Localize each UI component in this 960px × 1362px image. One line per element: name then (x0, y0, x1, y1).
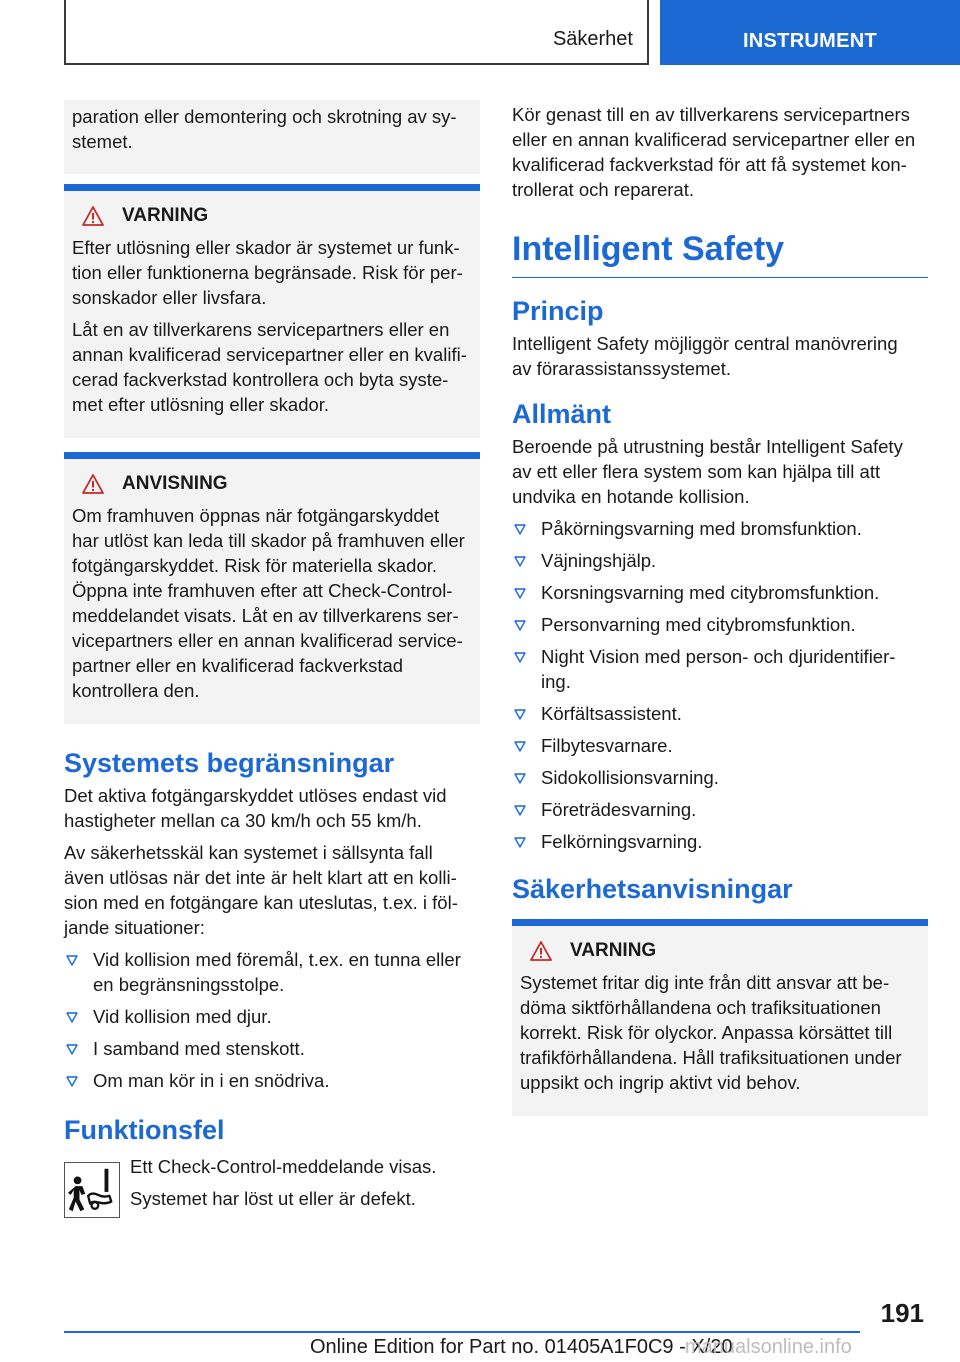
continued-box (64, 100, 480, 174)
continued-text: paration eller demontering och skrotning av sy- stemet. (72, 106, 457, 152)
triangle-bullet-icon (66, 955, 78, 966)
warning-triangle-icon (82, 206, 104, 226)
limits-list (64, 947, 480, 1093)
left-column (64, 100, 480, 1218)
triangle-bullet-icon (514, 652, 526, 663)
triangle-bullet-icon (514, 837, 526, 848)
limits-heading: Systemets begränsningar (64, 748, 395, 778)
footer-watermark: manualsonline.info (685, 1336, 852, 1358)
limits-text-2: Av säkerhetsskäl kan systemet i sällsynta fall även utlösas när det inte är helt klart att en kolli- sion med en fotgängare kan uteslutas, t.ex. i föl- jande situationer: (64, 842, 458, 938)
list-item: Vid kollision med djur. (64, 1004, 480, 1029)
list-item: Vid kollision med föremål, t.ex. en tunna eller en begränsningsstolpe. (64, 947, 480, 997)
general-heading: Allmänt (512, 399, 612, 429)
notice-text: Om framhuven öppnas när fotgängarskyddet har utlöst kan leda till skador på framhuven eller fotgängarskyddet. Risk för materiella skador. Öppna inte framhuven efter att Check-Control- meddelandet visats. Låt en av tillverkarens ser- vicepartners eller en annan kvalificerad service- partner eller en kvalificerad fackverkstad kontrollera den. (72, 505, 465, 701)
notice-title: ANVISNING (72, 469, 472, 499)
fault-text (130, 1154, 436, 1218)
warning-text-2: Låt en av tillverkarens servicepartners eller en annan kvalificerad servicepartner eller en kvalifi- cerad fackverkstad kontrollera och byta syste- met efter utlösning eller skador. (72, 319, 467, 415)
principle-text: Intelligent Safety möjliggör central manövrering av förarassistanssystemet. (512, 333, 898, 379)
triangle-bullet-icon (514, 524, 526, 535)
triangle-bullet-icon (514, 773, 526, 784)
fault-line-2: Systemet har löst ut eller är defekt. (130, 1188, 416, 1209)
triangle-bullet-icon (66, 1044, 78, 1055)
right-column (512, 100, 928, 1116)
header-section-title: Säkerhet (552, 28, 633, 50)
notice-box (64, 452, 480, 724)
footer-edition: Online Edition for Part no. 01405A1F0C9 - X/20 (310, 1336, 733, 1358)
warning-title-right: VARNING (520, 936, 920, 966)
list-item: I samband med stenskott. (64, 1036, 480, 1061)
warning-text-right: Systemet fritar dig inte från ditt ansvar att be- döma siktförhållandena och trafiksituationen korrekt. Risk för olyckor. Anpassa körsättet till trafikförhållandena. Håll trafiksituationen under uppsikt och ingrip aktivt vid behov. (520, 972, 902, 1093)
triangle-bullet-icon (514, 620, 526, 631)
list-item: Körfältsassistent. (512, 701, 928, 726)
list-item: Personvarning med citybromsfunktion. (512, 612, 928, 637)
list-item: Om man kör in i en snödriva. (64, 1068, 480, 1093)
triangle-bullet-icon (514, 709, 526, 720)
warning-title: VARNING (72, 201, 472, 231)
warning-text-1: Efter utlösning eller skador är systemet ur funk- tion eller funktionerna begränsade. Risk för per- sonskador eller livsfara. (72, 237, 463, 308)
continued-text-right: Kör genast till en av tillverkarens servicepartners eller en annan kvalificerad servicepartner eller en kvalificerad fackverkstad för att få systemet kon- trollerat och reparerat. (512, 104, 916, 200)
fault-block (64, 1154, 480, 1218)
warning-box-right (512, 919, 928, 1116)
footer-divider (64, 1331, 860, 1333)
triangle-bullet-icon (66, 1012, 78, 1023)
list-item: Felkörningsvarning. (512, 829, 928, 854)
triangle-bullet-icon (66, 1076, 78, 1087)
header-frame (64, 0, 649, 65)
triangle-bullet-icon (514, 741, 526, 752)
list-item: Korsningsvarning med citybromsfunktion. (512, 580, 928, 605)
page-number: 191 (880, 1298, 924, 1328)
general-text: Beroende på utrustning består Intelligent Safety av ett eller flera system som kan hjälpa till att undvika en hotande kollision. (512, 436, 903, 507)
triangle-bullet-icon (514, 805, 526, 816)
main-heading: Intelligent Safety (512, 230, 928, 278)
principle-heading: Princip (512, 296, 604, 326)
limits-text-1: Det aktiva fotgängarskyddet utlöses endast vid hastigheter mellan ca 30 km/h och 55 km/h. (64, 785, 447, 831)
fault-heading: Funktionsfel (64, 1115, 225, 1145)
list-item: Företrädesvarning. (512, 797, 928, 822)
warning-triangle-icon (82, 474, 104, 494)
triangle-bullet-icon (514, 556, 526, 567)
fault-line-1: Ett Check-Control-meddelande visas. (130, 1156, 437, 1177)
list-item: Påkörningsvarning med bromsfunktion. (512, 516, 928, 541)
list-item: Filbytesvarnare. (512, 733, 928, 758)
header-tab-instrument[interactable]: INSTRUMENT (660, 0, 960, 65)
pedestrian-protection-fault-icon (64, 1162, 120, 1218)
general-list (512, 516, 928, 854)
list-item: Väjningshjälp. (512, 548, 928, 573)
list-item: Sidokollisionsvarning. (512, 765, 928, 790)
safety-heading: Säkerhetsanvisningar (512, 874, 793, 904)
warning-box (64, 184, 480, 438)
list-item: Night Vision med person- och djuridentifier- ing. (512, 644, 928, 694)
warning-triangle-icon (530, 941, 552, 961)
triangle-bullet-icon (514, 588, 526, 599)
